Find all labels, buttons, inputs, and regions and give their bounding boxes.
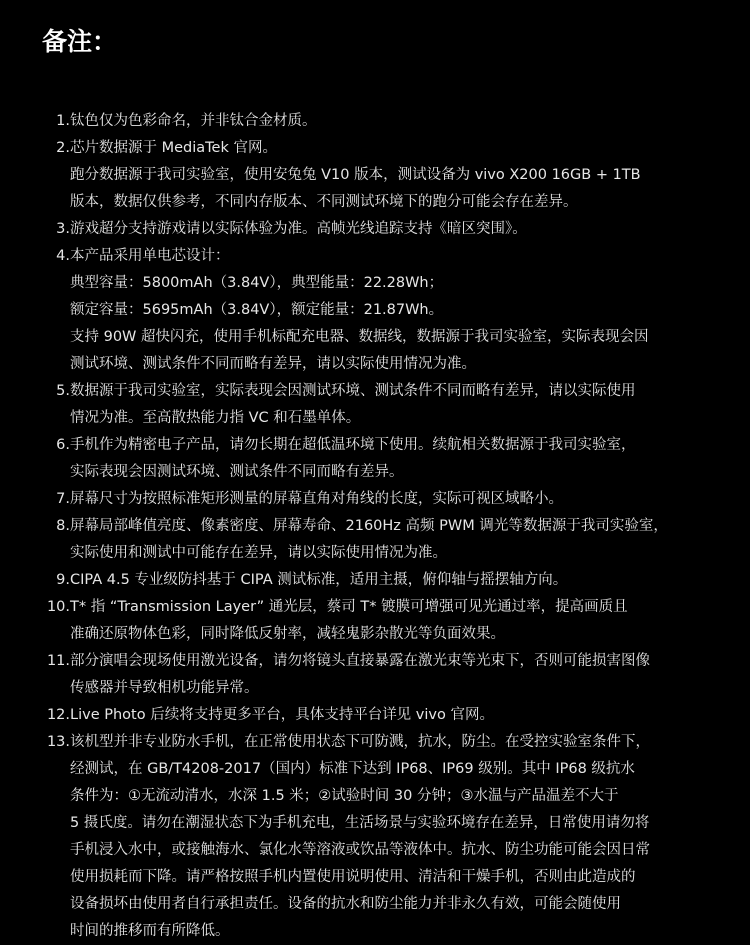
notes-title: 备注： [42,27,118,56]
note-item [42,567,722,594]
note-text-line: 时间的推移而有所降低。 [70,923,230,939]
note-item [42,135,722,216]
note-item [42,378,722,432]
notes-list [42,108,722,945]
note-text-line: CIPA 4.5 专业级防抖基于 CIPA 测试标准，适用主摄，俯仰轴与摇摆轴方向。 [70,572,568,588]
note-body [70,486,563,513]
note-text-line: 屏幕局部峰值亮度、像素密度、屏幕寿命、2160Hz 高频 PWM 调光等数据源于我司实验室， [70,518,668,534]
note-text-line: 测试环境、测试条件不同而略有差异，请以实际使用情况为准。 [70,356,476,372]
note-body [70,702,494,729]
note-text-line: Live Photo 后续将支持更多平台，具体支持平台详见 vivo 官网。 [70,707,494,723]
note-body [70,135,641,216]
note-body [70,567,567,594]
note-item [42,486,722,513]
note-text-line: 钛色仅为色彩命名，并非钛合金材质。 [70,113,317,129]
note-number: 6. [56,437,70,453]
note-text-line: 准确还原物体色彩，同时降低反射率，减轻鬼影杂散光等负面效果。 [70,626,505,642]
note-text-line: 芯片数据源于 MediaTek 官网。 [70,140,277,156]
note-body [70,729,650,945]
note-number: 2. [56,140,70,156]
note-text-line: 游戏超分支持游戏请以实际体验为准。高帧光线追踪支持《暗区突围》。 [70,221,527,237]
note-body [70,513,668,567]
note-text-line: 设备损坏由使用者自行承担责任。设备的抗水和防尘能力并非永久有效，可能会随使用 [70,896,621,912]
note-text-line: 额定容量：5695mAh（3.84V），额定能量：21.87Wh。 [70,302,444,318]
note-item [42,432,722,486]
note-body [70,243,649,378]
note-item [42,702,722,729]
note-item [42,513,722,567]
note-text-line: 传感器并导致相机功能异常。 [70,680,259,696]
note-body [70,648,650,702]
note-text-line: 屏幕尺寸为按照标准矩形测量的屏幕直角对角线的长度，实际可视区域略小。 [70,491,563,507]
note-text-line: 实际使用和测试中可能存在差异，请以实际使用情况为准。 [70,545,447,561]
note-body [70,378,636,432]
note-text-line: 情况为准。至高散热能力指 VC 和石墨单体。 [70,410,361,426]
note-text-line: 实际表现会因测试环境、测试条件不同而略有差异。 [70,464,404,480]
note-item [42,216,722,243]
note-number: 3. [56,221,70,237]
note-text-line: 经测试，在 GB/T4208-2017（国内）标准下达到 IP68、IP69 级别。其中 IP68 级抗水 [70,761,635,777]
note-number: 5. [56,383,70,399]
note-number: 12. [46,707,70,723]
note-number: 11. [46,653,70,669]
note-text-line: 跑分数据源于我司实验室，使用安兔兔 V10 版本，测试设备为 vivo X200 16GB + 1TB [70,167,641,183]
note-text-line: 5 摄氏度。请勿在潮湿状态下为手机充电，生活场景与实验环境存在差异，日常使用请勿将 [70,815,650,831]
note-body [70,594,628,648]
note-text-line: 条件为：①无流动清水，水深 1.5 米；②试验时间 30 分钟；③水温与产品温差不大于 [70,788,619,804]
note-number: 1. [56,113,70,129]
note-text-line: 本产品采用单电芯设计： [70,248,230,264]
note-item [42,648,722,702]
note-number: 10. [46,599,70,615]
note-body [70,432,636,486]
note-text-line: 版本，数据仅供参考，不同内存版本、不同测试环境下的跑分可能会存在差异。 [70,194,578,210]
note-text-line: T* 指 “Transmission Layer” 通光层，蔡司 T* 镀膜可增强可见光通过率，提高画质且 [70,599,628,615]
note-item [42,243,722,378]
note-number: 4. [56,248,70,264]
note-text-line: 典型容量：5800mAh（3.84V），典型能量：22.28Wh； [70,275,444,291]
note-number: 9. [56,572,70,588]
note-text-line: 使用损耗而下降。请严格按照手机内置使用说明使用、清洁和干燥手机，否则由此造成的 [70,869,636,885]
note-number: 13. [46,734,70,750]
note-number: 8. [56,518,70,534]
note-text-line: 手机作为精密电子产品，请勿长期在超低温环境下使用。续航相关数据源于我司实验室， [70,437,636,453]
note-text-line: 该机型并非专业防水手机，在正常使用状态下可防溅，抗水，防尘。在受控实验室条件下， [70,734,650,750]
note-text-line: 支持 90W 超快闪充，使用手机标配充电器、数据线，数据源于我司实验室，实际表现会因 [70,329,649,345]
note-text-line: 数据源于我司实验室，实际表现会因测试环境、测试条件不同而略有差异，请以实际使用 [70,383,636,399]
note-body [70,108,317,135]
note-item [42,108,722,135]
note-text-line: 部分演唱会现场使用激光设备，请勿将镜头直接暴露在激光束等光束下，否则可能损害图像 [70,653,650,669]
note-number: 7. [56,491,70,507]
note-item [42,594,722,648]
note-text-line: 手机浸入水中，或接触海水、氯化水等溶液或饮品等液体中。抗水、防尘功能可能会因日常 [70,842,650,858]
note-item [42,729,722,945]
note-body [70,216,527,243]
